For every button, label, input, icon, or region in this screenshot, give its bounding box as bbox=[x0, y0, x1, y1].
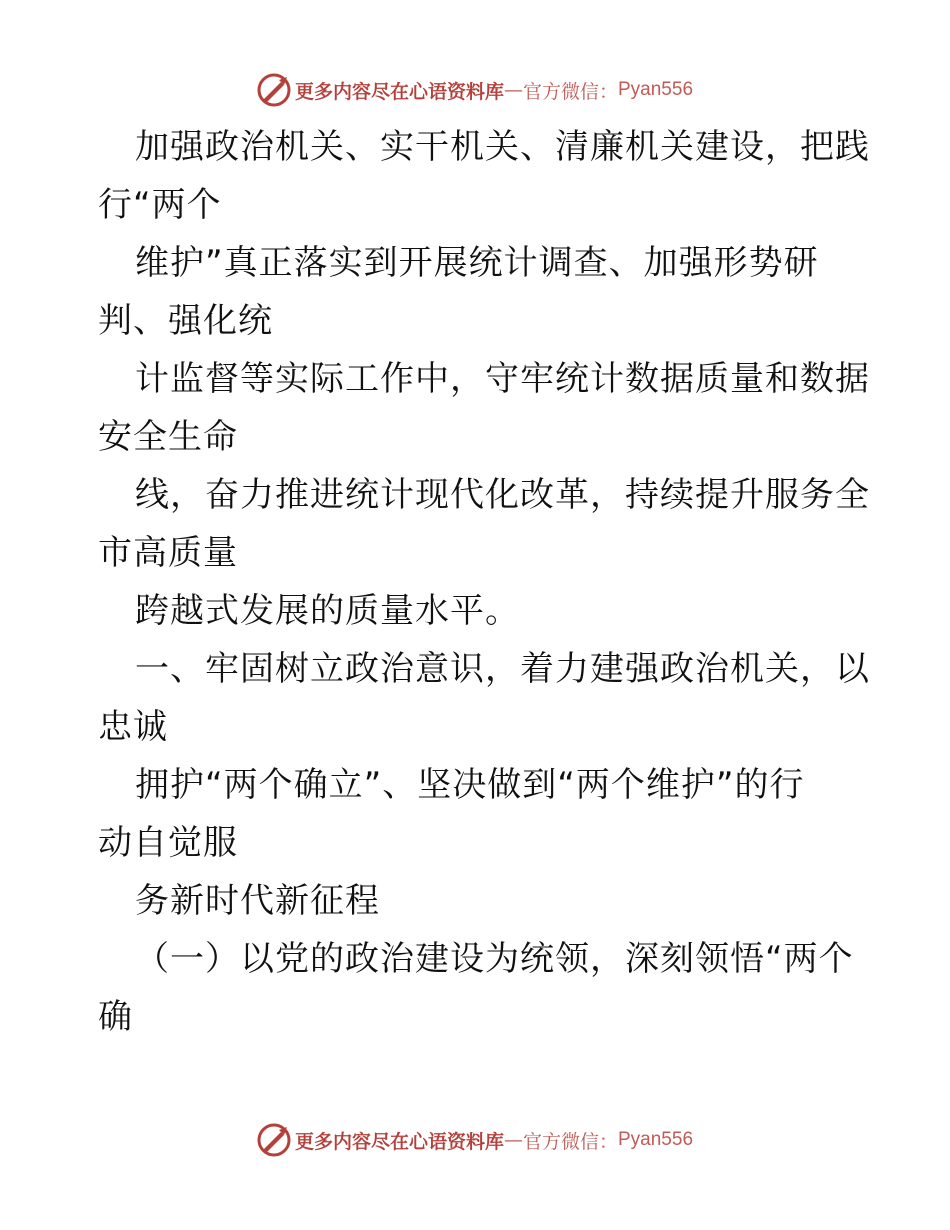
header-banner-dash: — bbox=[503, 79, 523, 101]
text-line: 行“两个 bbox=[98, 185, 222, 225]
text-line: 安全生命 bbox=[98, 417, 238, 457]
footer-banner-dash: — bbox=[503, 1129, 523, 1151]
text-line: 加强政治机关、实干机关、清廉机关建设，把践 bbox=[135, 127, 870, 167]
text-line: 维护”真正落实到开展统计调查、加强形势研 bbox=[135, 243, 819, 283]
header-banner-label: 官方微信： bbox=[522, 80, 618, 103]
header-banner-handle: Pyan556 bbox=[618, 79, 694, 100]
text-line: 计监督等实际工作中，守牢统计数据质量和数据 bbox=[135, 359, 870, 399]
text-line: 动自觉服 bbox=[98, 823, 238, 863]
text-line: 一、牢固树立政治意识，着力建强政治机关，以 bbox=[135, 649, 870, 689]
header-banner-main: 更多内容尽在心语资料库 bbox=[294, 80, 504, 103]
quill-pen-logo-icon bbox=[257, 1123, 291, 1157]
footer-banner-label: 官方微信： bbox=[522, 1130, 618, 1153]
quill-pen-logo-icon bbox=[257, 73, 291, 107]
footer-banner bbox=[0, 1120, 950, 1160]
text-line: 市高质量 bbox=[98, 533, 238, 573]
text-line: 判、强化统 bbox=[98, 301, 273, 341]
text-line: 拥护“两个确立”、坚决做到“两个维护”的行 bbox=[135, 765, 805, 805]
header-banner bbox=[0, 70, 950, 110]
text-line: （一）以党的政治建设为统领，深刻领悟“两个 bbox=[135, 939, 854, 979]
text-line: 跨越式发展的质量水平。 bbox=[135, 591, 520, 631]
text-line: 确 bbox=[98, 997, 133, 1037]
text-line: 线，奋力推进统计现代化改革，持续提升服务全 bbox=[135, 475, 870, 515]
text-line: 务新时代新征程 bbox=[135, 881, 380, 921]
footer-banner-handle: Pyan556 bbox=[618, 1129, 694, 1150]
text-line: 忠诚 bbox=[98, 707, 168, 747]
body-text bbox=[98, 118, 870, 1046]
footer-banner-main: 更多内容尽在心语资料库 bbox=[294, 1130, 504, 1153]
